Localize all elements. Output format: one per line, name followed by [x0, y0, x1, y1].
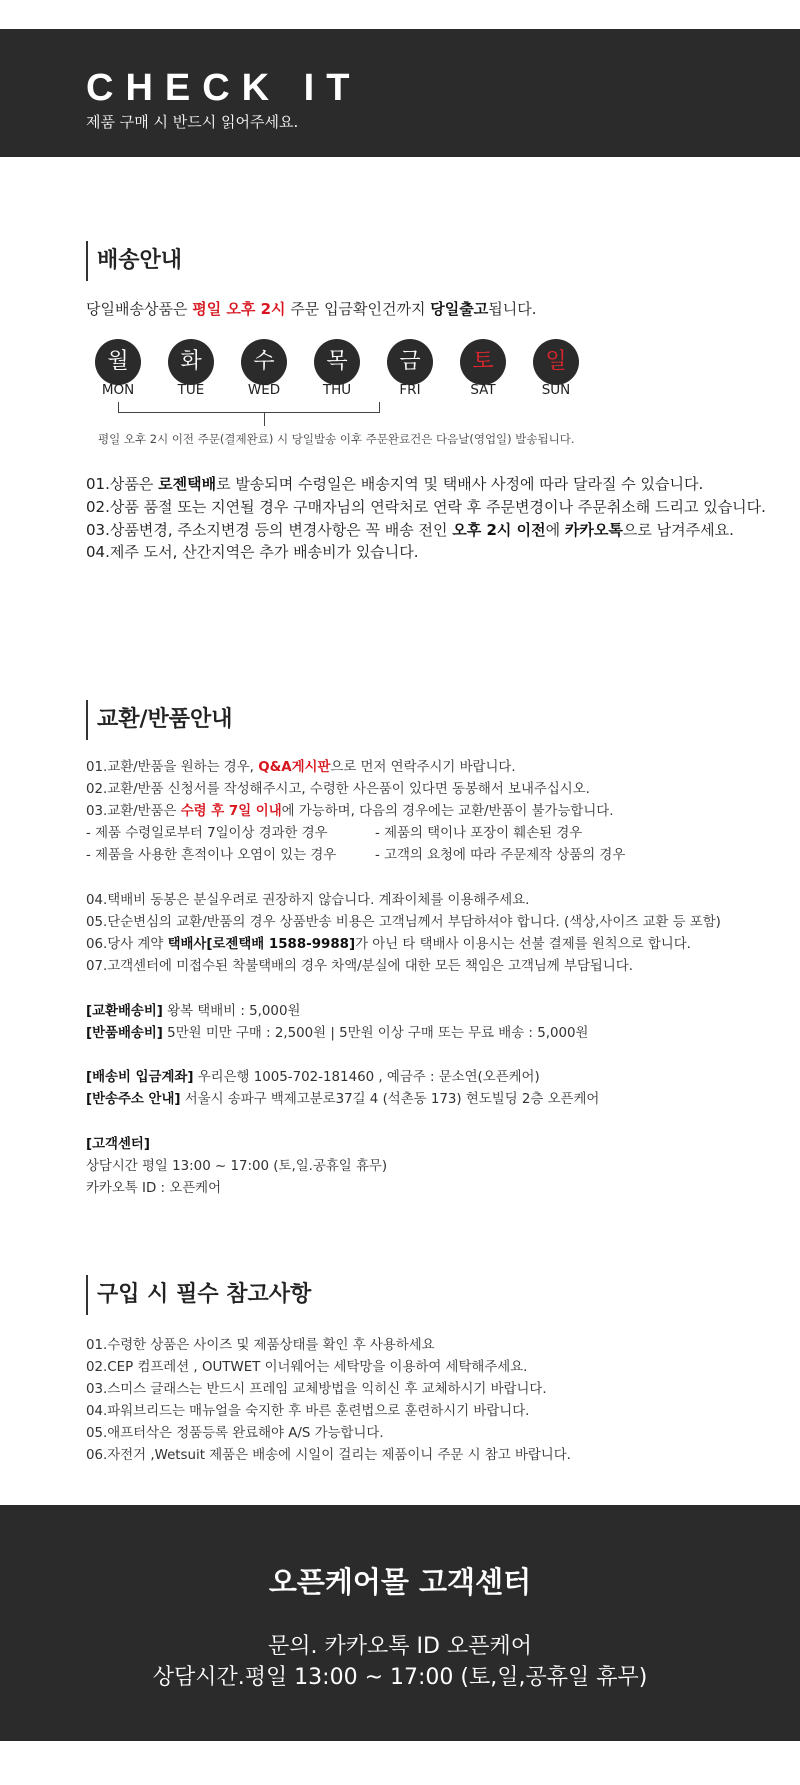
- shipping-item-1: 01.상품은 로젠택배로 발송되며 수령일은 배송지역 및 택배사 사정에 따라 달라질 수 있습니다.: [86, 475, 704, 493]
- exchange-condition-3: - 제품을 사용한 흔적이나 오염이 있는 경우: [86, 848, 337, 863]
- exchange-condition-2: - 제품의 택이나 포장이 훼손된 경우: [375, 826, 583, 841]
- day-label-tue: TUE: [177, 382, 205, 398]
- shipping-item-3: 03.상품변경, 주소지변경 등의 변경사항은 꼭 배송 전인 오후 2시 이전에 카카오톡으로 남겨주세요.: [86, 521, 734, 539]
- exchange-item-6: 06.당사 계약 택배사[로젠택배 1588-9988]가 아닌 타 택배사 이용시는 선불 결제를 원칙으로 합니다.: [86, 937, 691, 952]
- page-subtitle: 제품 구매 시 반드시 읽어주세요.: [86, 113, 299, 131]
- footer-hours: 상담시간.평일 13:00 ~ 17:00 (토,일,공휴일 휴무): [152, 1665, 648, 1690]
- day-circle-sun: 일: [533, 339, 579, 385]
- exchange-item-4: 04.택배비 동봉은 분실우려로 권장하지 않습니다. 계좌이체를 이용해주세요.: [86, 893, 530, 908]
- day-label-sun: SUN: [541, 382, 571, 398]
- customer-center-hours: 상담시간 평일 13:00 ~ 17:00 (토,일.공휴일 휴무): [86, 1159, 388, 1174]
- footer-title: 오픈케어몰 고객센터: [268, 1565, 532, 1599]
- purchase-item-5: 05.애프터삭은 정품등록 완료해야 A/S 가능합니다.: [86, 1426, 384, 1441]
- exchange-item-2: 02.교환/반품 신청서를 작성해주시고, 수령한 사은품이 있다면 동봉해서 보내주십시오.: [86, 782, 590, 797]
- exchange-fee: [교환배송비] 왕복 택배비 : 5,000원: [86, 1004, 301, 1019]
- return-address: [반송주소 안내] 서울시 송파구 백제고분로37길 4 (석촌동 173) 현도빌딩 2층 오픈케어: [86, 1092, 600, 1107]
- exchange-item-1: 01.교환/반품을 원하는 경우, Q&A게시판으로 먼저 연락주시기 바랍니다.: [86, 760, 516, 775]
- exchange-item-5: 05.단순변심의 교환/반품의 경우 상품반송 비용은 고객님께서 부담하셔야 합니다. (색상,사이즈 교환 등 포함): [86, 915, 721, 930]
- day-circle-tue: 화: [168, 339, 214, 385]
- purchase-item-4: 04.파워브리드는 매뉴얼을 숙지한 후 바른 훈련법으로 훈련하시기 바랍니다.: [86, 1404, 530, 1419]
- weekday-bracket: [118, 402, 380, 413]
- exchange-item-7: 07.고객센터에 미접수된 착불택배의 경우 차액/분실에 대한 모든 책임은 고객님께 부담됩니다.: [86, 959, 633, 974]
- header-banner: [0, 29, 800, 157]
- exchange-condition-1: - 제품 수령일로부터 7일이상 경과한 경우: [86, 826, 328, 841]
- exchange-item-3: 03.교환/반품은 수령 후 7일 이내에 가능하며, 다음의 경우에는 교환/반품이 불가능합니다.: [86, 804, 614, 819]
- purchase-item-6: 06.자전거 ,Wetsuit 제품은 배송에 시일이 걸리는 제품이니 주문 시 참고 바랍니다.: [86, 1448, 571, 1463]
- day-label-mon: MON: [101, 382, 135, 398]
- day-label-thu: THU: [322, 382, 352, 398]
- purchase-item-3: 03.스미스 글래스는 반드시 프레임 교체방법을 익히신 후 교체하시기 바랍니다.: [86, 1382, 547, 1397]
- shipping-intro: 당일배송상품은 평일 오후 2시 주문 입금확인건까지 당일출고됩니다.: [86, 300, 537, 318]
- shipping-item-2: 02.상품 품절 또는 지연될 경우 구매자님의 연락처로 연락 후 주문변경이나 주문취소해 드리고 있습니다.: [86, 498, 766, 516]
- footer-inquiry: 문의. 카카오톡 ID 오픈케어: [268, 1634, 532, 1659]
- day-circle-thu: 목: [314, 339, 360, 385]
- day-circle-mon: 월: [95, 339, 141, 385]
- day-circle-fri: 금: [387, 339, 433, 385]
- weekday-bracket-tick: [264, 413, 265, 426]
- page-title: CHECK IT: [86, 67, 362, 109]
- purchase-item-1: 01.수령한 상품은 사이즈 및 제품상태를 확인 후 사용하세요: [86, 1338, 435, 1353]
- exchange-heading: 교환/반품안내: [86, 700, 233, 740]
- day-circle-sat: 토: [460, 339, 506, 385]
- customer-center-footer: [0, 1505, 800, 1741]
- shipping-heading: 배송안내: [86, 241, 182, 281]
- return-fee: [반품배송비] 5만원 미만 구매 : 2,500원 | 5만원 이상 구매 또는 무료 배송 : 5,000원: [86, 1026, 589, 1041]
- customer-center-kakao: 카카오톡 ID : 오픈케어: [86, 1181, 222, 1196]
- day-label-wed: WED: [247, 382, 281, 398]
- exchange-condition-4: - 고객의 요청에 따라 주문제작 상품의 경우: [375, 848, 626, 863]
- day-label-sat: SAT: [470, 382, 496, 398]
- customer-center-label: [고객센터]: [86, 1137, 150, 1152]
- deposit-account: [배송비 입금계좌] 우리은행 1005-702-181460 , 예금주 : 문소연(오픈케어): [86, 1070, 540, 1085]
- purchase-item-2: 02.CEP 컴프레션 , OUTWET 이너웨어는 세탁망을 이용하여 세탁해주세요.: [86, 1360, 528, 1375]
- shipping-note: 평일 오후 2시 이전 주문(결제완료) 시 당일발송 이후 주문완료건은 다음날(영업일) 발송됩니다.: [98, 432, 575, 446]
- purchase-heading: 구입 시 필수 참고사항: [86, 1275, 311, 1315]
- day-circle-wed: 수: [241, 339, 287, 385]
- shipping-item-4: 04.제주 도서, 산간지역은 추가 배송비가 있습니다.: [86, 543, 419, 561]
- day-label-fri: FRI: [399, 382, 421, 398]
